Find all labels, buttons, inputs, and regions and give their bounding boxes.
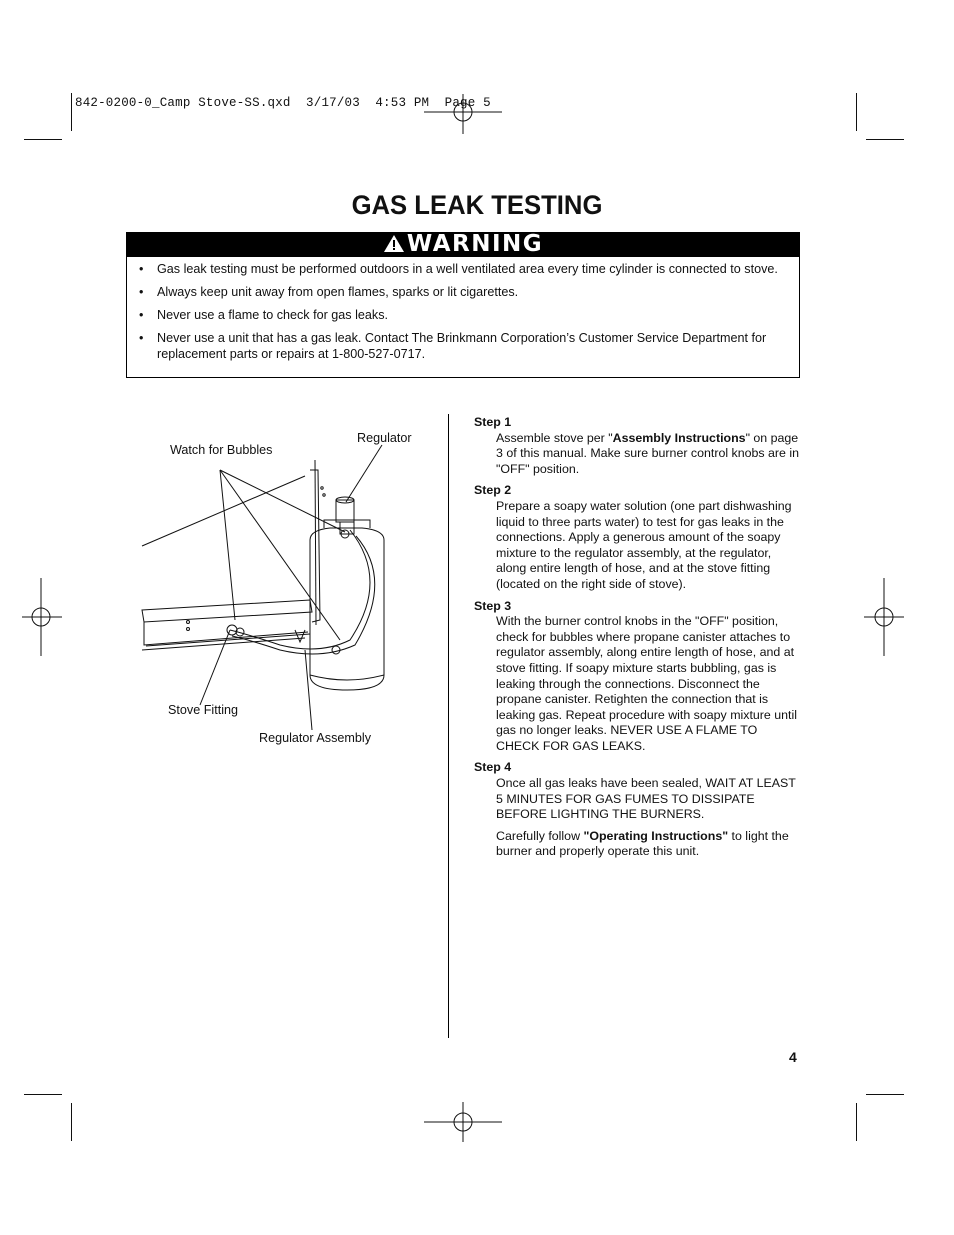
list-item: • Always keep unit away from open flames, sparks or lit cigarettes. <box>139 285 519 299</box>
registration-mark-icon <box>864 578 904 656</box>
list-item: • Never use a unit that has a gas leak. Contact The Brinkmann Corporation’s Customer Service Department for replacement parts or repairs at 1-800-527-0717. <box>139 331 767 361</box>
step-title: Step 4 <box>474 760 512 775</box>
step-title: Step 2 <box>474 483 512 498</box>
step-body: Prepare a soapy water solution (one part dishwashing liquid to three parts water) to test for gas leaks in the connections. Apply a generous amount of the soapy mixture to the regulator assembly, at the regulator, along entire length of hose, and at the stove fitting (located on the right side of stove). <box>496 498 792 591</box>
note-text: to light the burner and properly operate this unit. <box>496 828 789 859</box>
label-watch-for-bubbles: Watch for Bubbles <box>170 443 273 457</box>
page-title: GAS LEAK TESTING <box>351 190 603 220</box>
warning-label: WARNING <box>406 231 544 257</box>
registration-mark-icon <box>22 578 62 656</box>
warning-item-text: Never use a flame to check for gas leaks. <box>157 308 388 322</box>
note-emphasis: "Operating Instructions" <box>583 828 729 843</box>
step-text: " on page 3 of this manual. Make sure burner control knobs are in "OFF" position. <box>496 430 800 476</box>
warning-item-text: Always keep unit away from open flames, sparks or lit cigarettes. <box>157 285 519 299</box>
file-slug: 842-0200-0_Camp Stove-SS.qxd 3/17/03 4:53 PM Page 5 <box>75 96 491 110</box>
crop-mark <box>856 1103 857 1141</box>
crop-mark <box>24 139 62 140</box>
stove-regulator-diagram <box>140 440 430 740</box>
crop-mark <box>24 1094 62 1095</box>
list-item: • Gas leak testing must be performed outdoors in a well ventilated area every time cylinder is connected to stove. <box>139 262 778 276</box>
registration-mark-icon <box>424 94 502 134</box>
page-number: 4 <box>789 1049 797 1065</box>
crop-mark <box>856 93 857 131</box>
crop-mark <box>866 1094 904 1095</box>
step-body: With the burner control knobs in the "OFF" position, check for bubbles where propane canister attaches to regulator assembly, along entire length of hose, and at stove fitting. If soapy mixture starts bubbling, gas is leaking through the connections. Disconnect the propane canister. Retighten the connection that is leaking gas. Repeat procedure with soapy mixture until gas no longer leaks. NEVER USE A FLAME TO CHECK FOR GAS LEAKS. <box>496 614 797 753</box>
crop-mark <box>71 93 72 131</box>
warning-banner <box>127 232 799 257</box>
step-body <box>496 431 802 478</box>
closing-note <box>496 829 802 860</box>
list-item: • Never use a flame to check for gas leaks. <box>139 308 388 322</box>
label-regulator-assembly: Regulator Assembly <box>259 731 371 745</box>
step-title: Step 1 <box>474 415 512 429</box>
crop-mark <box>71 1103 72 1141</box>
note-text: Carefully follow <box>496 828 584 843</box>
warning-triangle-icon <box>383 234 405 253</box>
registration-mark-icon <box>424 1102 502 1142</box>
label-stove-fitting: Stove Fitting <box>168 703 238 717</box>
step-body: Once all gas leaks have been sealed, WAIT AT LEAST 5 MINUTES FOR GAS FUMES TO DISSIPATE BEFORE LIGHTING THE BURNERS. <box>496 776 796 822</box>
steps-section <box>474 415 802 860</box>
crop-mark <box>866 139 904 140</box>
label-regulator: Regulator <box>357 431 412 445</box>
warning-list <box>137 261 787 369</box>
warning-item-text: Gas leak testing must be performed outdoors in a well ventilated area every time cylinder is connected to stove. <box>157 262 778 276</box>
step-title: Step 3 <box>474 598 512 613</box>
step-emphasis: Assembly Instructions <box>612 430 746 445</box>
warning-item-text: Never use a unit that has a gas leak. Contact The Brinkmann Corporation’s Customer Service Department for replacement parts or repairs at 1-800-527-0717. <box>157 331 767 361</box>
column-divider <box>448 414 449 1038</box>
step-text: Assemble stove per " <box>496 430 613 445</box>
